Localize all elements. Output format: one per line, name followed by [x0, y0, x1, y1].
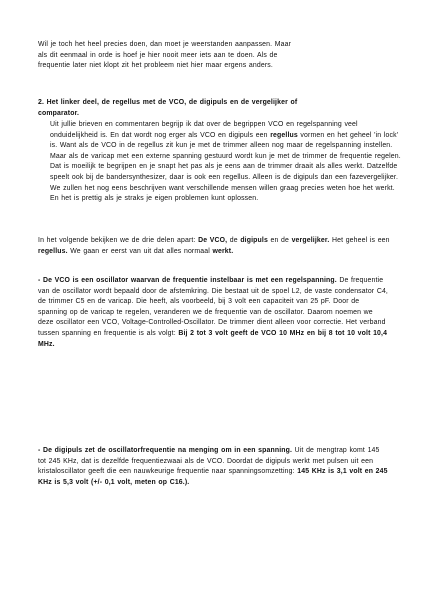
intro-line-2: als dit eenmaal in orde is hoef je hier nooit meer iets aan te doen. Als de [38, 51, 278, 59]
overview-text-5: We gaan er eerst van uit dat alles normaal [67, 247, 213, 255]
overview-digipuls-term: digipuls [240, 237, 268, 244]
vco-body: De frequentie van de oscillator wordt bepaald door de afstemkring. Die bestaat uit de spoel L2, de vaste condensator C4, de trimmer C5 en de varicap. Die heeft, als voorbeeld, bij 3 volt een capaciteit van 25 pF. Door de spanning op de varicap te regelen, veranderen we de frequentie van de oscillator. Daarom noemen we deze oscillator een VCO, Voltage-Controlled-Oscillator. De trimmer dient alleen voor correctie. Het verband tussen spanning en frequentie is als volgt: [38, 277, 388, 337]
overview-werkt-term: werkt. [212, 247, 234, 255]
vco-paragraph [38, 276, 390, 350]
section-2-heading [38, 98, 390, 119]
section-2-heading-line-2: comparator. [38, 109, 80, 117]
overview-text-4: Het geheel is een [329, 237, 390, 244]
overview-vco-term: De VCO, [198, 237, 228, 244]
digipuls-lead: - De digipuls zet de oscillatorfrequentie na menging om in een spanning. [38, 447, 293, 454]
intro-line-3: frequentie later niet klopt zit het probleem niet hier maar ergens anders. [38, 62, 273, 70]
overview-regellus-term: regellus. [38, 247, 68, 255]
section-2-text-2: vormen en het geheel 'in lock' is. Want als de VCO in de regellus zit kun je met de trimmer alleen nog maar de regelspanning instellen. Maar als de varicap met een externe spanning gestuurd wordt kun je met de trimmer de frequentie regelen. Dat is moeilijk te begrijpen en je snapt het pas als je eens aan de trimmer draait als alles werkt. Datzelfde speelt ook bij de bandersynthesizer, daar is ook een regellus. Alleen is de digipuls dan een fazevergelijker. We zullen het nog eens beschrijven want verschillende mensen willen graag precies weten hoe het werkt. En het is prettig als je straks je eigen problemen kunt oplossen. [50, 131, 401, 203]
section-2-paragraph [50, 120, 402, 205]
overview-text [38, 236, 390, 257]
vco-lead: - De VCO is een oscillator waarvan de frequentie instelbaar is met een regelspanning. [38, 277, 337, 284]
overview-text-3: en de [267, 237, 292, 244]
overview-text-1: In het volgende bekijken we de drie delen apart: [38, 237, 199, 244]
regellus-term: regellus [270, 131, 298, 139]
section-2-text-1: Uit jullie brieven en commentaren begrijp ik dat over de begrippen VCO en regelspanning veel onduidelijkheid is. En dat wordt nog erger als VCO en digipuls een [50, 121, 358, 139]
digipuls-text [38, 446, 390, 488]
digipuls-values: 145 KHz is 3,1 volt en 245 KHz is 5,3 volt (+/- 0,1 volt, meten op C16.). [38, 468, 388, 486]
section-2-heading-line-1: 2. Het linker deel, de regellus met de VCO, de digipuls en de vergelijker of [38, 99, 298, 106]
overview-vergelijker-term: vergelijker. [291, 237, 330, 244]
vco-values: Bij 2 tot 3 volt geeft de VCO 10 MHz en bij 8 tot 10 volt 10,4 MHz. [38, 329, 388, 348]
section-2-body [38, 120, 402, 205]
overview-text-2: de [227, 237, 241, 244]
digipuls-body: Uit de mengtrap komt 145 tot 245 KHz, dat is dezelfde frequentiezwaai als de VCO. Doordat de digipuls werkt met pulsen uit een kristaloscillator geeft die een nauwkeurige frequentie naar spanningsomzetting: [38, 447, 380, 476]
intro-paragraph [38, 40, 390, 72]
digipuls-paragraph [38, 446, 390, 488]
vco-text [38, 276, 390, 350]
overview-paragraph [38, 236, 390, 257]
intro-line-1: Wil je toch het heel precies doen, dan moet je weerstanden aanpassen. Maar [38, 41, 292, 48]
